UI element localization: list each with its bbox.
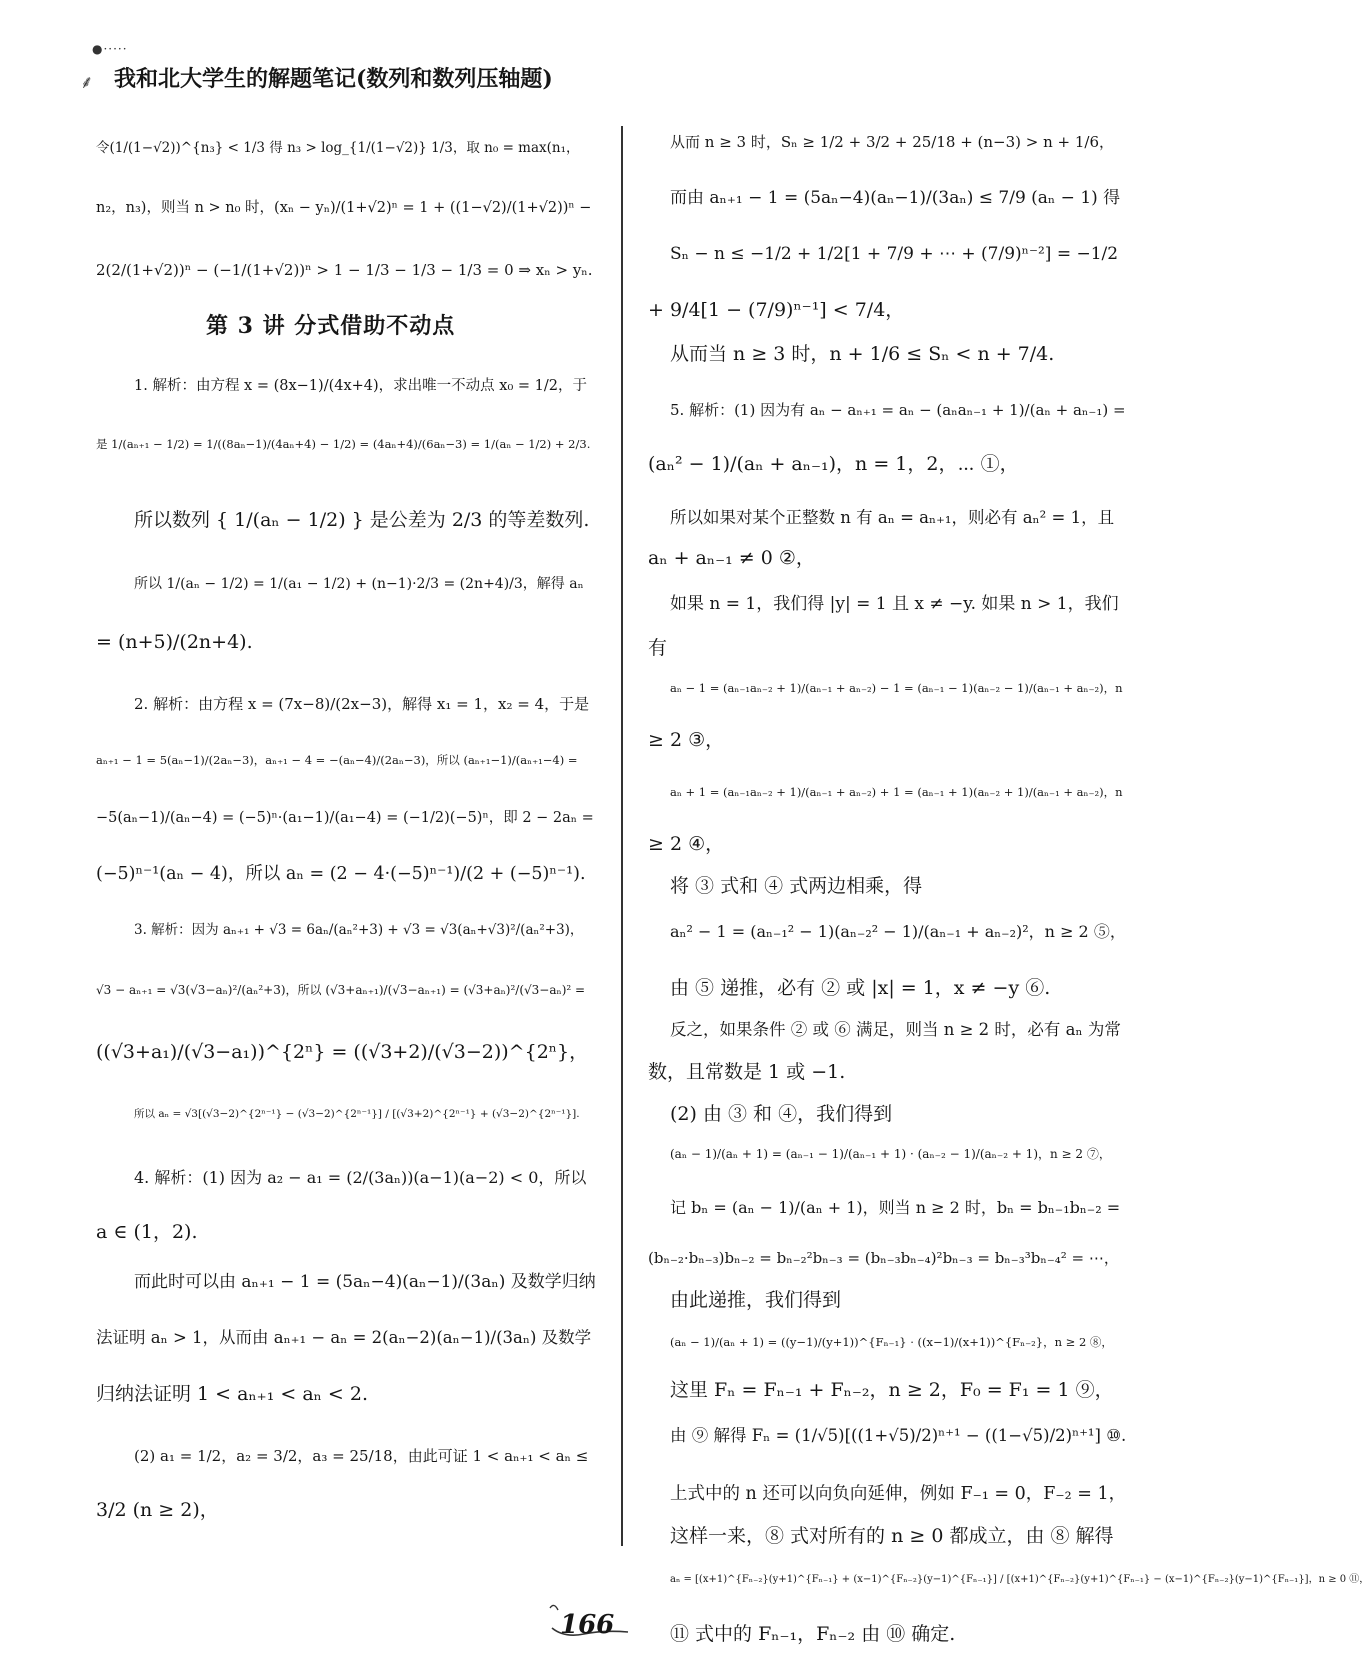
right-text-line: 由 ⑨ 解得 Fₙ = (1/√5)[((1+√5)/2)ⁿ⁺¹ − ((1−√5)/2)ⁿ⁺¹] ⑩. bbox=[670, 1426, 1127, 1445]
right-text-line: 记 bₙ = (aₙ − 1)/(aₙ + 1)，则当 n ≥ 2 时，bₙ = bₙ₋₁bₙ₋₂ = bbox=[670, 1198, 1121, 1217]
left-text-line: = (n+5)/(2n+4). bbox=[96, 631, 253, 653]
left-text-line: 2(2/(1+√2))ⁿ − (−1/(1+√2))ⁿ > 1 − 1/3 − 1/3 − 1/3 = 0 ⇒ xₙ > yₙ. bbox=[96, 261, 593, 279]
right-text-line: 反之，如果条件 ② 或 ⑥ 满足，则当 n ≥ 2 时，必有 aₙ 为常 bbox=[670, 1020, 1121, 1039]
right-text-line: (aₙ − 1)/(aₙ + 1) = ((y−1)/(y+1))^{Fₙ₋₁} · ((x−1)/(x+1))^{Fₙ₋₂}，n ≥ 2 ⑧， bbox=[670, 1335, 1113, 1349]
left-text-line: 4. 解析：(1) 因为 a₂ − a₁ = (2/(3aₙ))(a−1)(a−2) < 0，所以 bbox=[134, 1168, 587, 1187]
left-text-line: n₂，n₃)，则当 n > n₀ 时，(xₙ − yₙ)/(1+√2)ⁿ = 1 + ((1−√2)/(1+√2))ⁿ − bbox=[96, 200, 592, 216]
header-ornament-dots: ●····· bbox=[92, 42, 128, 56]
right-text-line: ⑪ 式中的 Fₙ₋₁，Fₙ₋₂ 由 ⑩ 确定. bbox=[670, 1623, 956, 1645]
left-text-line: aₙ₊₁ − 1 = 5(aₙ−1)/(2aₙ−3)，aₙ₊₁ − 4 = −(aₙ−4)/(2aₙ−3)，所以 (aₙ₊₁−1)/(aₙ₊₁−4) = bbox=[96, 753, 578, 767]
right-text-line: 这里 Fₙ = Fₙ₋₁ + Fₙ₋₂，n ≥ 2，F₀ = F₁ = 1 ⑨， bbox=[670, 1379, 1114, 1401]
left-text-line: 法证明 aₙ > 1，从而由 aₙ₊₁ − aₙ = 2(aₙ−2)(aₙ−1)/(3aₙ) 及数学 bbox=[96, 1328, 592, 1347]
right-text-line: 有 bbox=[648, 637, 668, 659]
right-text-line: aₙ + 1 = (aₙ₋₁aₙ₋₂ + 1)/(aₙ₋₁ + aₙ₋₂) + 1 = (aₙ₋₁ + 1)(aₙ₋₂ + 1)/(aₙ₋₁ + aₙ₋₂)，n bbox=[670, 785, 1123, 799]
right-text-line: 数，且常数是 1 或 −1. bbox=[648, 1061, 846, 1083]
left-text-line: 令(1/(1−√2))^{n₃} < 1/3 得 n₃ > log_{1/(1−√2)} 1/3，取 n₀ = max(n₁， bbox=[96, 140, 580, 156]
column-divider bbox=[621, 126, 623, 1546]
left-text-line: 所以数列 { 1/(aₙ − 1/2) } 是公差为 2/3 的等差数列. bbox=[134, 509, 590, 531]
left-text-line: (2) a₁ = 1/2，a₂ = 3/2，a₃ = 25/18，由此可证 1 < aₙ₊₁ < aₙ ≤ bbox=[134, 1447, 589, 1465]
right-text-line: (bₙ₋₂·bₙ₋₃)bₙ₋₂ = bₙ₋₂²bₙ₋₃ = (bₙ₋₃bₙ₋₄)²bₙ₋₃ = bₙ₋₃³bₙ₋₄² = ⋯， bbox=[648, 1249, 1119, 1267]
right-text-line: aₙ − 1 = (aₙ₋₁aₙ₋₂ + 1)/(aₙ₋₁ + aₙ₋₂) − 1 = (aₙ₋₁ − 1)(aₙ₋₂ − 1)/(aₙ₋₁ + aₙ₋₂)，n bbox=[670, 681, 1123, 695]
left-text-line: √3 − aₙ₊₁ = √3(√3−aₙ)²/(aₙ²+3)，所以 (√3+aₙ₊₁)/(√3−aₙ₊₁) = (√3+aₙ)²/(√3−aₙ)² = bbox=[96, 983, 586, 997]
right-text-line: 由 ⑤ 递推，必有 ② 或 |x| = 1，x ≠ −y ⑥. bbox=[670, 977, 1051, 999]
right-text-line: 上式中的 n 还可以向负向延伸，例如 F₋₁ = 0，F₋₂ = 1， bbox=[670, 1484, 1127, 1504]
right-text-line: 由此递推，我们得到 bbox=[670, 1289, 842, 1311]
right-text-line: 从而 n ≥ 3 时，Sₙ ≥ 1/2 + 3/2 + 25/18 + (n−3) > n + 1/6， bbox=[670, 133, 1115, 151]
right-text-line: 将 ③ 式和 ④ 式两边相乘，得 bbox=[670, 875, 923, 897]
left-text-line: a ∈ (1，2). bbox=[96, 1221, 198, 1243]
lecture-title: 第 3 讲 分式借助不动点 bbox=[206, 313, 456, 339]
right-text-line: Sₙ − n ≤ −1/2 + 1/2[1 + 7/9 + ⋯ + (7/9)ⁿ⁻²] = −1/2 bbox=[670, 244, 1119, 264]
left-text-line: 1. 解析：由方程 x = (8x−1)/(4x+4)，求出唯一不动点 x₀ = 1/2，于 bbox=[134, 378, 587, 394]
left-text-line: ((√3+a₁)/(√3−a₁))^{2ⁿ} = ((√3+2)/(√3−2))^{2ⁿ}， bbox=[96, 1041, 589, 1063]
right-text-line: (aₙ − 1)/(aₙ + 1) = (aₙ₋₁ − 1)/(aₙ₋₁ + 1) · (aₙ₋₂ − 1)/(aₙ₋₂ + 1)，n ≥ 2 ⑦， bbox=[670, 1147, 1111, 1161]
right-text-line: aₙ = [(x+1)^{Fₙ₋₂}(y+1)^{Fₙ₋₁} + (x−1)^{Fₙ₋₂}(y−1)^{Fₙ₋₁}] / [(x+1)^{Fₙ₋₂}(y+1)^{Fₙ₋₁} − (x−1)^{Fₙ₋₂}(y−1)^{Fₙ₋₁}]，n ≥ 0 ⑪， bbox=[670, 1574, 1369, 1585]
left-text-line: 所以 aₙ = √3[(√3−2)^{2ⁿ⁻¹} − (√3−2)^{2ⁿ⁻¹}] / [(√3+2)^{2ⁿ⁻¹} + (√3−2)^{2ⁿ⁻¹}]. bbox=[134, 1108, 580, 1120]
left-text-line: 2. 解析：由方程 x = (7x−8)/(2x−3)，解得 x₁ = 1，x₂ = 4，于是 bbox=[134, 695, 590, 713]
right-text-line: ≥ 2 ④， bbox=[648, 833, 725, 855]
book-title: 我和北大学生的解题笔记(数列和数列压轴题) bbox=[114, 66, 553, 92]
right-text-line: aₙ + aₙ₋₁ ≠ 0 ②， bbox=[648, 547, 815, 569]
left-text-line: 是 1/(aₙ₊₁ − 1/2) = 1/((8aₙ−1)/(4aₙ+4) − 1/2) = (4aₙ+4)/(6aₙ−3) = 1/(aₙ − 1/2) + 2/3. bbox=[96, 437, 591, 451]
page-header bbox=[80, 42, 600, 92]
right-text-line: 这样一来，⑧ 式对所有的 n ≥ 0 都成立，由 ⑧ 解得 bbox=[670, 1525, 1114, 1547]
left-text-line: (−5)ⁿ⁻¹(aₙ − 4)，所以 aₙ = (2 − 4·(−5)ⁿ⁻¹)/(2 + (−5)ⁿ⁻¹). bbox=[96, 864, 586, 884]
right-text-line: ≥ 2 ③， bbox=[648, 729, 725, 751]
left-text-line: 归纳法证明 1 < aₙ₊₁ < aₙ < 2. bbox=[96, 1383, 368, 1405]
right-text-line: 所以如果对某个正整数 n 有 aₙ = aₙ₊₁，则必有 aₙ² = 1，且 bbox=[670, 508, 1115, 527]
header-ornament-icon: ⸙ bbox=[80, 72, 94, 93]
left-text-line: 所以 1/(aₙ − 1/2) = 1/(a₁ − 1/2) + (n−1)·2/3 = (2n+4)/3，解得 aₙ bbox=[134, 576, 584, 592]
left-text-line: 3. 解析：因为 aₙ₊₁ + √3 = 6aₙ/(aₙ²+3) + √3 = √3(aₙ+√3)²/(aₙ²+3)， bbox=[134, 922, 584, 938]
right-text-line: aₙ² − 1 = (aₙ₋₁² − 1)(aₙ₋₂² − 1)/(aₙ₋₁ + aₙ₋₂)²，n ≥ 2 ⑤， bbox=[670, 922, 1126, 941]
right-text-line: 如果 n = 1，我们得 |y| = 1 且 x ≠ −y. 如果 n > 1，我们 bbox=[670, 594, 1119, 614]
page-number: 166 bbox=[560, 1610, 615, 1640]
right-text-line: (2) 由 ③ 和 ④，我们得到 bbox=[670, 1103, 893, 1125]
right-text-line: 而由 aₙ₊₁ − 1 = (5aₙ−4)(aₙ−1)/(3aₙ) ≤ 7/9 (aₙ − 1) 得 bbox=[670, 188, 1121, 208]
left-text-line: 3/2 (n ≥ 2)， bbox=[96, 1499, 219, 1521]
right-text-line: (aₙ² − 1)/(aₙ + aₙ₋₁)，n = 1，2，⋯ ①， bbox=[648, 453, 1019, 475]
left-text-line: 而此时可以由 aₙ₊₁ − 1 = (5aₙ−4)(aₙ−1)/(3aₙ) 及数学归纳 bbox=[134, 1272, 596, 1292]
left-text-line: −5(aₙ−1)/(aₙ−4) = (−5)ⁿ·(a₁−1)/(a₁−4) = (−1/2)(−5)ⁿ，即 2 − 2aₙ = bbox=[96, 810, 594, 826]
right-text-line: 从而当 n ≥ 3 时，n + 1/6 ≤ Sₙ < n + 7/4. bbox=[670, 343, 1055, 365]
right-text-line: 5. 解析：(1) 因为有 aₙ − aₙ₊₁ = aₙ − (aₙaₙ₋₁ + 1)/(aₙ + aₙ₋₁) = bbox=[670, 401, 1126, 419]
right-text-line: + 9/4[1 − (7/9)ⁿ⁻¹] < 7/4， bbox=[648, 299, 905, 321]
